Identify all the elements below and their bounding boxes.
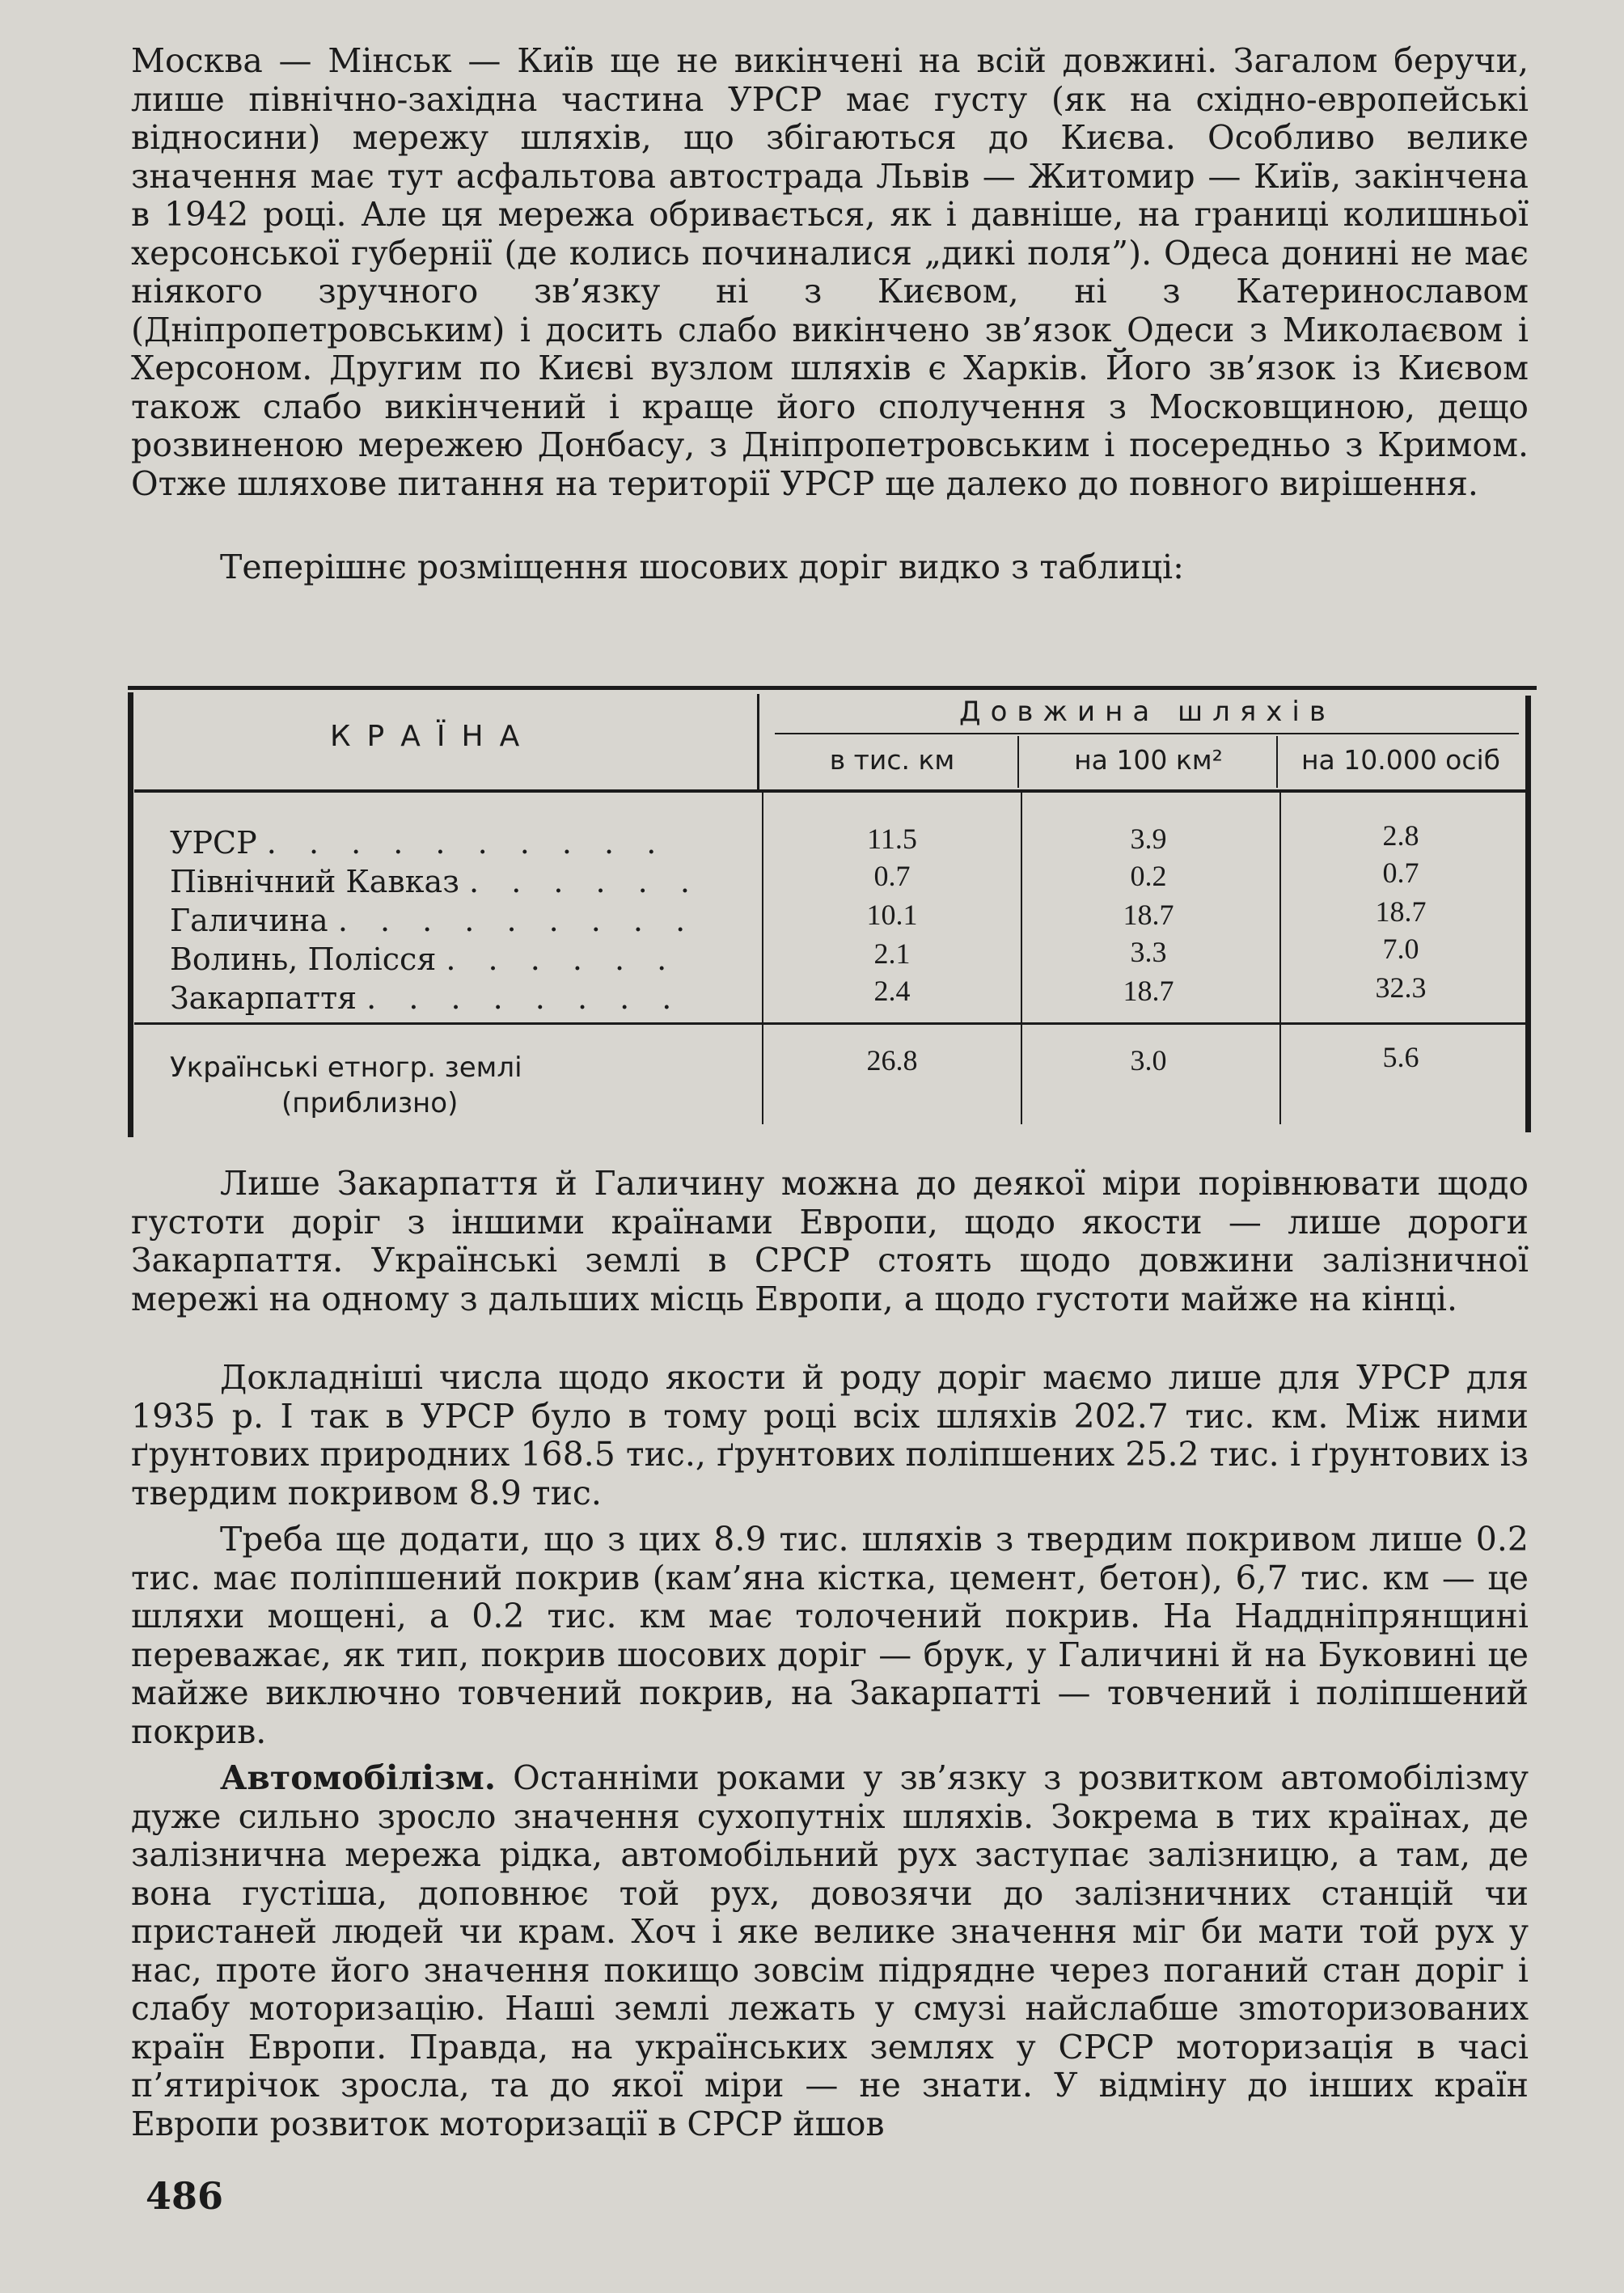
top-paragraph: Москва — Мінськ — Київ ще не викінчені на всій довжині. Загалом беручи, лише північно-західна частина УРСР має густу (як на східно-европейські відносини) мережу шляхів, що збігаються до Києва. Особливо велике значення має тут асфальтова автострада Львів — Житомир — Київ, закінчена в 1942 році. Але ця мережа обривається, як і давніше, на границі колишньої херсонської губернії (де колись починалися „дикі поля”). Одеса донині не має ніякого зручного зв’язку ні з Києвом, ні з Катеринославом (Дніпропетровським) і досить слабо викінчено зв’язок Одеси з Миколаєвом і Херсоном. Другим по Києві вузлом шляхів є Харків. Його зв’язок із Києвом також слабо викінчений і краще його сполучення з Московщиною, дещо розвиненою мережею Донбасу, з Дніпропетровським і посередньо з Кримом. Отже шляхове питання на території УРСР ще далеко до повного вирішення. xyxy=(131,41,1529,503)
page-number: 486 xyxy=(146,2174,224,2218)
table-cell: 3.0 xyxy=(1130,1044,1167,1077)
table-cell: 26.8 xyxy=(866,1044,918,1077)
table-cell: 2.8 xyxy=(1382,819,1419,852)
total-row-note: (приблизно) xyxy=(281,1087,459,1119)
table-cell: 3.3 xyxy=(1130,936,1167,968)
table-cell: 18.7 xyxy=(1123,975,1174,1007)
table-cell: 18.7 xyxy=(1375,895,1427,928)
paragraph-3: Треба ще додати, що з цих 8.9 тис. шляхів з твердим покривом лише 0.2 тис. має поліпшений покрив (кам’яна кістка, цемент, бетон), 6,7 тис. км — це шляхи мощені, а 0.2 тис. км має толочений покрив. На Наддніпрянщині переважає, як тип, покрив шосових доріг — брук, у Галичині й на Буковині це майже виключно товчений покрив, на Закарпатті — товчений і поліпшений покрив. xyxy=(131,1520,1529,1751)
header-country: КРАЇНА xyxy=(330,720,536,753)
section-heading: Автомобілізм. xyxy=(220,1758,497,1797)
table-cell: 0.7 xyxy=(873,860,911,892)
paragraph-1: Лише Закарпаття й Галичину можна до деякої міри порівнювати щодо густоти доріг з іншими країнами Европи, щодо якости — лише дороги Закарпаття. Українські землі в СРСР стоять щодо довжини залізничної мережі на одному з дальших місць Европи, а щодо густоти майже на кінці. xyxy=(131,1164,1529,1318)
table-cell: 3.9 xyxy=(1130,823,1167,855)
table-row-name: Північний Кавказ . . . . . . xyxy=(170,864,701,899)
table-row-name: Галичина . . . . . . . . . xyxy=(170,903,697,938)
total-row-name: Українські етногр. землі xyxy=(170,1051,522,1084)
table-cell: 0.7 xyxy=(1382,857,1419,889)
table-cell: 0.2 xyxy=(1130,860,1167,892)
table-cell: 2.1 xyxy=(873,937,911,970)
table-cell: 2.4 xyxy=(873,975,911,1007)
road-length-table xyxy=(128,686,1537,1137)
header-road-length: Довжина шляхів xyxy=(959,696,1335,728)
table-row-name: УРСР . . . . . . . . . . xyxy=(170,825,668,861)
table-cell: 32.3 xyxy=(1375,971,1427,1004)
paragraph-automobilism xyxy=(131,1759,1529,2143)
table-cell: 18.7 xyxy=(1123,899,1174,931)
paragraph-2: Докладніші числа щодо якости й роду доріг маємо лише для УРСР для 1935 р. І так в УРСР було в тому році всіх шляхів 202.7 тис. км. Між ними ґрунтових природних 168.5 тис., ґрунтових поліпшених 25.2 тис. і ґрунтових із твердим покривом 8.9 тис. xyxy=(131,1358,1529,1512)
table-cell: 5.6 xyxy=(1382,1041,1419,1073)
table-row-name: Волинь, Полісся . . . . . . xyxy=(170,941,679,977)
header-per-100km2: на 100 км² xyxy=(1074,744,1223,776)
header-thousand-km: в тис. км xyxy=(829,744,955,776)
table-row-name: Закарпаття . . . . . . . . xyxy=(170,980,683,1016)
header-per-10000: на 10.000 осіб xyxy=(1300,744,1501,776)
table-cell: 7.0 xyxy=(1382,933,1419,965)
table-intro: Теперішнє розміщення шосових доріг видко з таблиці: xyxy=(220,548,1184,586)
table-cell: 10.1 xyxy=(866,899,918,931)
paragraph-text: Останніми роками у зв’язку з розвитком автомобілізму дуже сильно зросло значення сухопутніх шляхів. Зокрема в тих країнах, де залізнична мережа рідка, автомобільний рух заступає залізницю, а там, де вона густіша, доповнює той рух, довозячи до залізничних станцій чи пристаней людей чи крам. Хоч і яке велике значення міг би мати той рух у нас, проте його значення покищо зовсім підрядне через поганий стан доріг і слабу моторизацію. Наші землі лежать у смузі найслабше зmоторизованих країн Европи. Правда, на українських землях у СРСР моторизація в часі п’ятирічок зросла, та до якої міри — не знати. У відміну до інших країн Европи розвиток моторизації в СРСР йшов xyxy=(131,1758,1529,2143)
table-cell: 11.5 xyxy=(867,823,917,855)
